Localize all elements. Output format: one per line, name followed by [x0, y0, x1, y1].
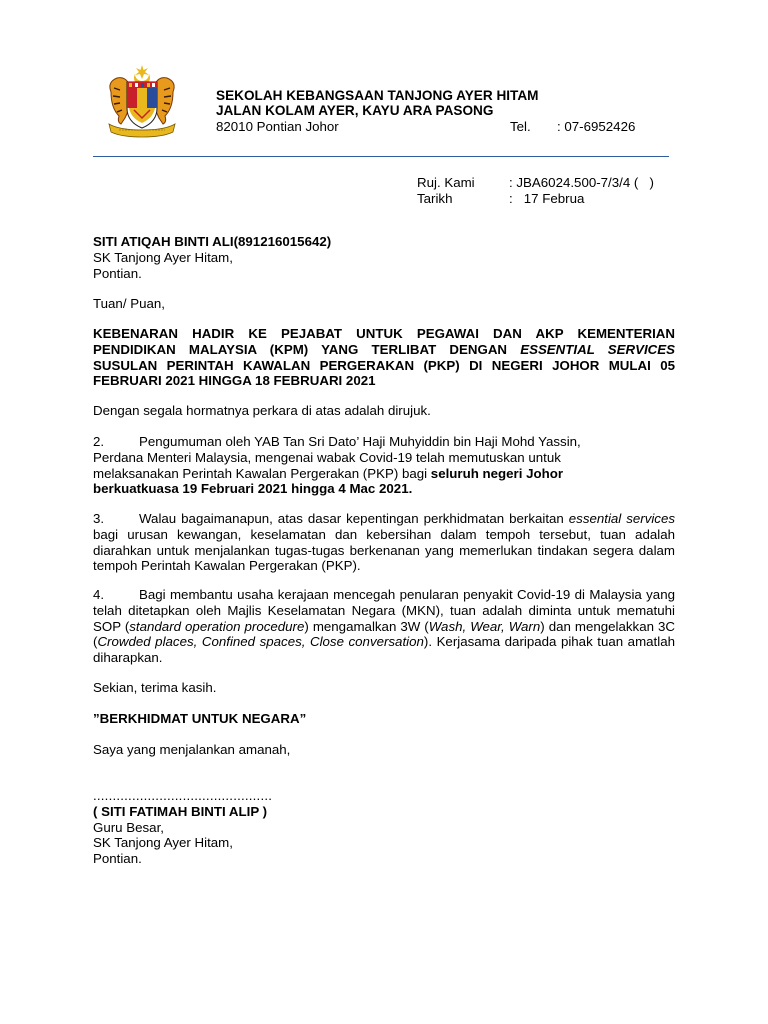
para3-text2: bagi urusan kewangan, keselamatan dan kebersihan dalam tempoh tersebut, tuan adalah diarahkan untuk menjalankan tugas-tugas berkenanan yang memerlukan tindakan segera dalam tempoh Perintah Kawalan Pergerakan (PKP).	[93, 526, 675, 574]
school-address-line1: JALAN KOLAM AYER, KAYU ARA PASONG	[216, 103, 494, 118]
para4-italic1: standard operation procedure	[129, 618, 305, 634]
recipient-line1: SK Tanjong Ayer Hitam,	[93, 249, 233, 265]
trust-line: Saya yang menjalankan amanah,	[93, 742, 291, 757]
ruj-value: : JBA6024.500-7/3/4 ( )	[509, 175, 654, 190]
recipient-name: SITI ATIQAH BINTI ALI(891216015642)	[93, 234, 332, 249]
recipient-line2: Pontian.	[93, 265, 142, 281]
tel-value: : 07-6952426	[557, 119, 636, 134]
para2-number: 2.	[93, 434, 105, 449]
signature-dots: ..............................................	[93, 788, 273, 803]
para4-text2: ) mengamalkan 3W (	[304, 618, 429, 634]
para3-italic: essential services	[568, 511, 675, 526]
motto: ”BERKHIDMAT UNTUK NEGARA”	[93, 711, 307, 726]
paragraph-3	[93, 511, 675, 574]
tel-label: Tel.	[510, 119, 531, 134]
school-address-line2: 82010 Pontian Johor	[216, 119, 339, 134]
coat-of-arms-logo	[105, 62, 179, 138]
subject-part2: SUSULAN PERINTAH KAWALAN PERGERAKAN (PKP) DI NEGERI JOHOR MULAI 05 FEBRUARI 2021 HINGGA 18 FEBRUARI 2021	[93, 357, 675, 389]
para4-text1: Bagi membantu usaha kerajaan mencegah penularan penyakit Covid-19 di Malaysia yang telah ditetapkan oleh Majlis Keselamatan Negara (MKN), tuan adalah diminta untuk mematuhi SOP (	[93, 587, 675, 634]
closing-text: Sekian, terima kasih.	[93, 680, 217, 695]
signature-block	[93, 788, 675, 867]
school-name: SEKOLAH KEBANGSAAN TANJONG AYER HITAM	[216, 88, 539, 103]
ruj-label: Ruj. Kami	[417, 175, 475, 190]
para4-text4: ). Kerjasama daripada pihak tuan amatlah diharapkan.	[93, 634, 675, 666]
tarikh-label: Tarikh	[417, 191, 453, 206]
para4-number: 4.	[93, 587, 105, 602]
para4-italic2: Wash, Wear, Warn	[428, 618, 541, 634]
paragraph-1: Dengan segala hormatnya perkara di atas adalah dirujuk.	[93, 403, 431, 418]
letterhead-divider	[93, 156, 669, 157]
subject-heading	[93, 326, 675, 389]
para3-number: 3.	[93, 511, 105, 526]
paragraph-4	[93, 587, 675, 666]
signatory-line1: SK Tanjong Ayer Hitam,	[93, 835, 233, 851]
signatory-title: Guru Besar,	[93, 819, 164, 835]
recipient-block	[93, 234, 675, 281]
para2-bold1: seluruh negeri Johor	[430, 465, 564, 481]
paragraph-2	[93, 434, 675, 497]
subject-part1: KEBENARAN HADIR KE PEJABAT UNTUK PEGAWAI DAN AKP KEMENTERIAN PENDIDIKAN MALAYSIA (KPM) YANG TERLIBAT DENGAN	[93, 326, 675, 357]
para2-line2: Perdana Menteri Malaysia, mengenai wabak Covid-19 telah memutuskan untuk	[93, 449, 561, 465]
para4-text3: ) dan mengelakkan 3C (	[93, 618, 675, 650]
para4-italic3: Crowded places, Confined spaces, Close conversation	[97, 634, 424, 650]
para2-line3: melaksanakan Perintah Kawalan Pergerakan (PKP) bagi	[93, 465, 431, 481]
para2-bold2: berkuatkuasa 19 Februari 2021 hingga 4 Mac 2021.	[93, 481, 413, 497]
signatory-line2: Pontian.	[93, 851, 142, 867]
para2-line1: Pengumuman oleh YAB Tan Sri Dato’ Haji Muhyiddin bin Haji Mohd Yassin,	[139, 434, 581, 449]
tarikh-value: : 17 Februa	[509, 191, 585, 206]
salutation: Tuan/ Puan,	[93, 296, 165, 311]
para3-text1: Walau bagaimanapun, atas dasar kepentingan perkhidmatan berkaitan	[139, 511, 569, 526]
subject-italic: ESSENTIAL SERVICES	[520, 341, 675, 357]
signatory-name: ( SITI FATIMAH BINTI ALIP )	[93, 803, 268, 819]
reference-block	[417, 175, 654, 207]
